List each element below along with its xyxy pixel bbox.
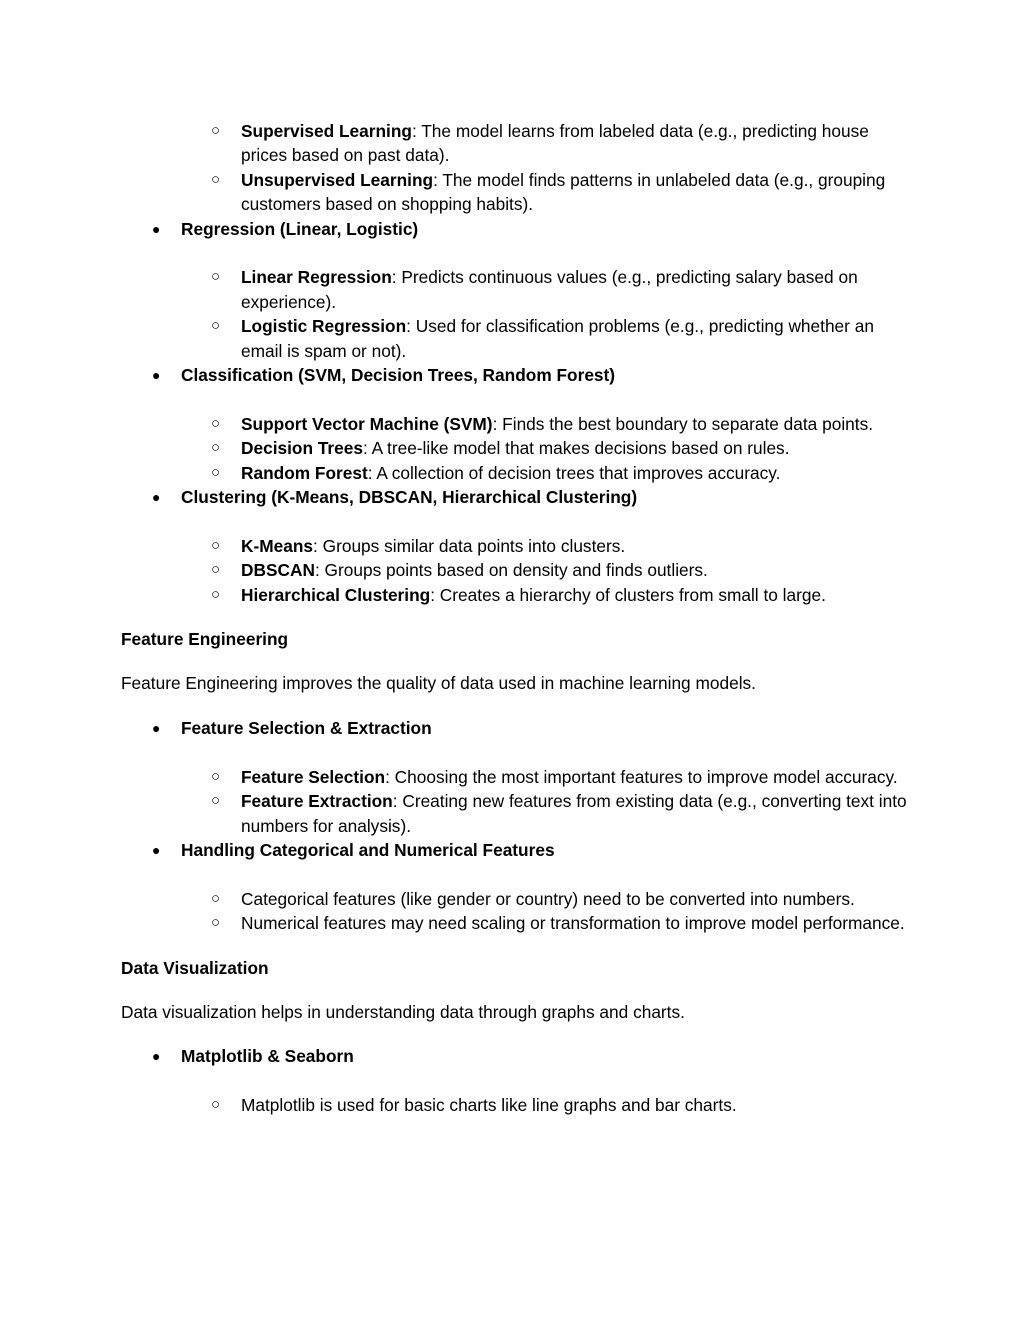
description: : Creating new features from existing data (e.g., converting text into numbers for analysis). [241, 791, 907, 836]
term: Logistic Regression [241, 316, 407, 337]
hollow-bullet-icon: ○ [211, 463, 221, 481]
section-item-regression [121, 217, 911, 363]
description: : Groups similar data points into clusters. [313, 535, 626, 556]
sub-list [181, 534, 911, 607]
data-visualization-heading: Data Visualization [121, 957, 269, 978]
list-item [121, 412, 911, 436]
filled-bullet-icon: ● [152, 841, 161, 858]
section-item-feature-selection [121, 716, 911, 838]
sub-list [181, 1093, 911, 1117]
description: Numerical features may need scaling or transformation to improve model performance. [241, 913, 905, 934]
hollow-bullet-icon: ○ [211, 561, 221, 579]
sub-list [181, 765, 911, 838]
description: Matplotlib is used for basic charts like line graphs and bar charts. [241, 1095, 737, 1116]
term: Feature Selection [241, 766, 386, 787]
section-item-clustering [121, 485, 911, 607]
term: Random Forest [241, 462, 368, 483]
section-item-matplotlib-seaborn [121, 1044, 911, 1117]
list-item [121, 461, 911, 485]
description: : A collection of decision trees that improves accuracy. [367, 462, 781, 483]
list-item [121, 436, 911, 460]
sub-list [181, 265, 911, 363]
hollow-bullet-icon: ○ [211, 585, 221, 603]
term: K-Means [241, 535, 314, 556]
filled-bullet-icon: ● [152, 719, 161, 736]
term: DBSCAN [241, 560, 315, 581]
description: : Choosing the most important features to improve model accuracy. [385, 766, 898, 787]
description: : A tree-like model that makes decisions based on rules. [363, 438, 790, 459]
list-item [121, 168, 911, 217]
description: : Predicts continuous values (e.g., predicting salary based on experience). [241, 267, 858, 312]
description: Categorical features (like gender or country) need to be converted into numbers. [241, 888, 855, 909]
filled-bullet-icon: ● [152, 489, 161, 506]
term: Linear Regression [241, 267, 392, 288]
data-visualization-list [121, 1044, 911, 1117]
description: : The model finds patterns in unlabeled data (e.g., grouping customers based on shopping habits). [241, 169, 886, 215]
list-item [121, 1093, 911, 1117]
hollow-bullet-icon: ○ [211, 414, 221, 432]
list-item [121, 911, 911, 935]
section-title: Clustering (K-Means, DBSCAN, Hierarchical Clustering) [181, 487, 638, 508]
hollow-bullet-icon: ○ [211, 439, 221, 457]
term: Support Vector Machine (SVM) [241, 413, 493, 434]
hollow-bullet-icon: ○ [211, 170, 221, 188]
list-item [121, 558, 911, 582]
hollow-bullet-icon: ○ [211, 317, 221, 335]
feature-engineering-heading: Feature Engineering [121, 629, 289, 650]
section-title: Handling Categorical and Numerical Features [181, 839, 555, 860]
section-title: Regression (Linear, Logistic) [181, 218, 419, 239]
hollow-bullet-icon: ○ [211, 122, 221, 139]
feature-engineering-list [121, 716, 911, 936]
hollow-bullet-icon: ○ [211, 914, 221, 932]
description: : Finds the best boundary to separate data points. [492, 413, 874, 434]
description: : Creates a hierarchy of clusters from small to large. [430, 584, 826, 605]
description: : The model learns from labeled data (e.g., predicting house prices based on past data). [241, 121, 869, 166]
filled-bullet-icon: ● [152, 367, 161, 384]
sub-list [181, 887, 911, 936]
term: Unsupervised Learning [241, 169, 434, 190]
hollow-bullet-icon: ○ [211, 889, 221, 907]
list-item [121, 789, 911, 838]
ml-section-list [121, 217, 911, 607]
list-item [121, 534, 911, 558]
filled-bullet-icon: ● [152, 220, 161, 237]
hollow-bullet-icon: ○ [211, 767, 221, 785]
section-title: Feature Selection & Extraction [181, 717, 432, 738]
list-item [121, 265, 911, 314]
list-item [121, 765, 911, 789]
hollow-bullet-icon: ○ [211, 792, 221, 810]
hollow-bullet-icon: ○ [211, 268, 221, 286]
description: : Groups points based on density and finds outliers. [314, 560, 708, 581]
section-item-classification [121, 363, 911, 485]
description: : Used for classification problems (e.g., predicting whether an email is spam or not). [241, 316, 874, 361]
term: Feature Extraction [241, 791, 393, 812]
sub-list [181, 412, 911, 485]
hollow-bullet-icon: ○ [211, 536, 221, 554]
hollow-bullet-icon: ○ [211, 1096, 221, 1114]
document-content [121, 119, 911, 1118]
filled-bullet-icon: ● [152, 1048, 161, 1065]
list-item [121, 887, 911, 911]
list-item [121, 583, 911, 607]
section-item-categorical-numerical [121, 838, 911, 936]
intro-sub-list [121, 119, 911, 217]
section-title: Matplotlib & Seaborn [181, 1046, 354, 1067]
term: Supervised Learning [241, 121, 412, 141]
feature-engineering-paragraph: Feature Engineering improves the quality of data used in machine learning models. [121, 673, 756, 694]
list-item [121, 119, 911, 168]
list-item [121, 314, 911, 363]
term: Hierarchical Clustering [241, 584, 431, 605]
data-visualization-paragraph: Data visualization helps in understanding data through graphs and charts. [121, 1001, 685, 1022]
term: Decision Trees [241, 438, 363, 459]
section-title: Classification (SVM, Decision Trees, Random Forest) [181, 365, 616, 386]
